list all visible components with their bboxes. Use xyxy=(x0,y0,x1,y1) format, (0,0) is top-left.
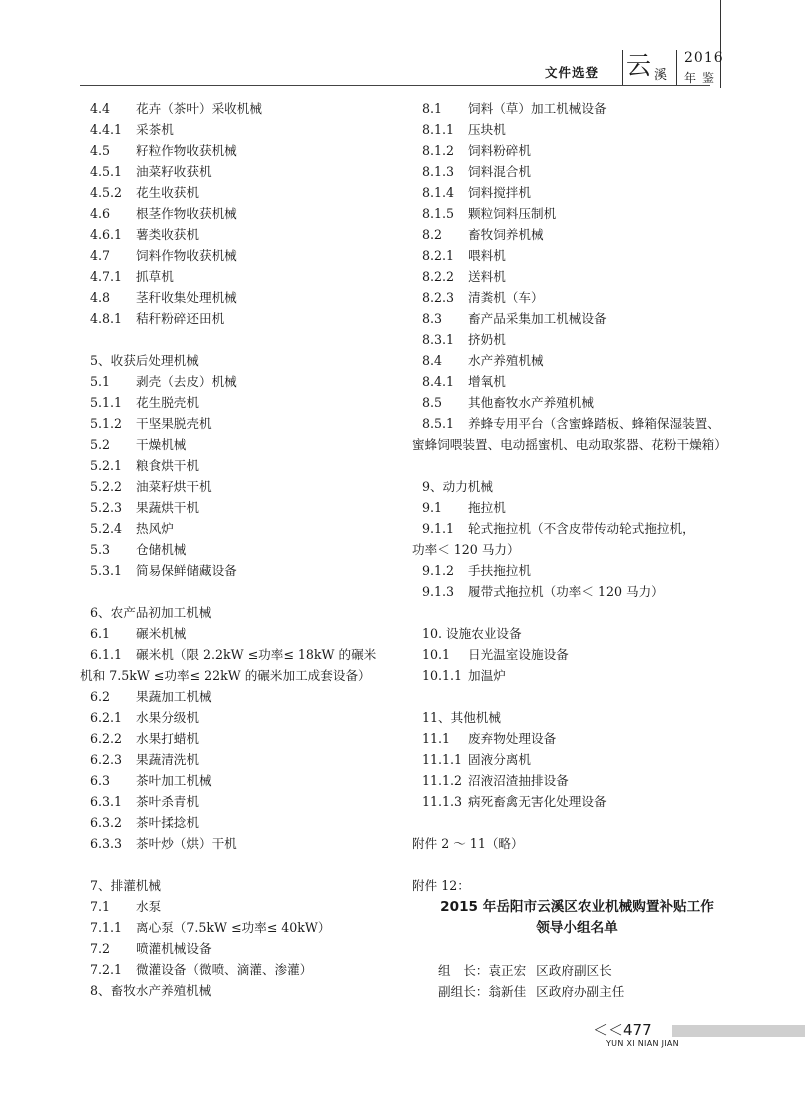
blank-line xyxy=(412,854,742,875)
list-item xyxy=(80,749,382,770)
list-item xyxy=(80,959,382,980)
item-text: 果蔬烘干机 xyxy=(136,500,199,515)
list-item xyxy=(412,287,742,308)
list-item xyxy=(80,203,382,224)
list-item xyxy=(412,308,742,329)
list-item xyxy=(80,560,382,581)
list-item xyxy=(80,455,382,476)
item-number: 4.5 xyxy=(90,143,111,158)
item-text-continued: 机和 7.5kW ≤功率≤ 22kW 的碾米加工成套设备） xyxy=(80,668,371,683)
item-text: 茶叶揉捻机 xyxy=(136,815,199,830)
member-name: 袁正宏 xyxy=(488,963,527,978)
item-text: 茶叶炒（烘）干机 xyxy=(136,836,237,851)
list-item xyxy=(80,140,382,161)
item-number: 5.2.4 xyxy=(90,521,123,536)
item-text: 干燥机械 xyxy=(136,437,187,452)
page-number: ＜＜477 xyxy=(593,1021,652,1039)
item-text: 养蜂专用平台（含蜜蜂踏板、蜂箱保湿装置、 xyxy=(468,416,720,431)
right-column xyxy=(412,98,742,1002)
item-number: 5.1.1 xyxy=(90,395,123,410)
list-item xyxy=(412,665,742,686)
item-number: 6.2 xyxy=(90,689,111,704)
list-item xyxy=(80,476,382,497)
item-text: 畜产品采集加工机械设备 xyxy=(468,311,607,326)
item-number: 7.1 xyxy=(90,899,111,914)
list-item xyxy=(412,728,742,749)
list-item xyxy=(412,371,742,392)
item-number: 8.1 xyxy=(422,101,443,116)
footer-label: YUN XI NIAN JIAN xyxy=(606,1039,679,1048)
item-text: 清粪机（车） xyxy=(468,290,544,305)
item-text: 籽粒作物收获机械 xyxy=(136,143,237,158)
item-number: 8.5 xyxy=(422,395,443,410)
item-number: 8.2 xyxy=(422,227,443,242)
list-item xyxy=(80,770,382,791)
left-column xyxy=(80,98,382,1001)
list-item xyxy=(80,119,382,140)
blank-line xyxy=(412,455,742,476)
item-number: 7.2 xyxy=(90,941,111,956)
item-text: 加温炉 xyxy=(468,668,506,683)
item-text: 花生收获机 xyxy=(136,185,199,200)
list-item xyxy=(80,791,382,812)
item-text: 简易保鲜储藏设备 xyxy=(136,563,237,578)
list-item xyxy=(412,203,742,224)
item-text: 水泵 xyxy=(136,899,162,914)
item-text: 花卉（茶叶）采收机械 xyxy=(136,101,262,116)
list-item xyxy=(80,686,382,707)
attachment-title xyxy=(412,896,742,939)
list-item xyxy=(80,497,382,518)
item-number: 4.4.1 xyxy=(90,122,123,137)
item-number: 9.1.3 xyxy=(422,584,455,599)
item-number: 8.2.1 xyxy=(422,248,455,263)
header-rule xyxy=(80,85,710,86)
item-text: 履带式拖拉机（功率＜ 120 马力） xyxy=(468,584,664,599)
item-text: 压块机 xyxy=(468,122,506,137)
item-number: 8.4.1 xyxy=(422,374,455,389)
list-item xyxy=(80,287,382,308)
section-heading: 9、动力机械 xyxy=(422,479,493,494)
item-number: 4.7.1 xyxy=(90,269,123,284)
item-text: 病死畜禽无害化处理设备 xyxy=(468,794,607,809)
section-heading: 5、收获后处理机械 xyxy=(90,353,199,368)
blank-line xyxy=(80,854,382,875)
list-item xyxy=(412,749,742,770)
item-text: 油菜籽收获机 xyxy=(136,164,212,179)
section-heading: 10. 设施农业设备 xyxy=(422,626,522,641)
item-number: 6.2.3 xyxy=(90,752,123,767)
list-item xyxy=(412,329,742,350)
list-item xyxy=(80,539,382,560)
item-text: 干坚果脱壳机 xyxy=(136,416,212,431)
list-item xyxy=(412,350,742,371)
header-vertical-rule xyxy=(720,0,721,88)
item-number: 5.3.1 xyxy=(90,563,123,578)
item-text: 送料机 xyxy=(468,269,506,284)
item-text: 水果分级机 xyxy=(136,710,199,725)
item-text: 喷灌机械设备 xyxy=(136,941,212,956)
item-number: 8.5.1 xyxy=(422,416,455,431)
item-text: 饲料搅拌机 xyxy=(468,185,531,200)
item-number: 6.2.2 xyxy=(90,731,123,746)
list-item xyxy=(412,644,742,665)
list-item xyxy=(80,161,382,182)
item-number: 4.8.1 xyxy=(90,311,123,326)
section-heading: 11、其他机械 xyxy=(422,710,501,725)
item-number: 4.8 xyxy=(90,290,111,305)
item-text: 日光温室设施设备 xyxy=(468,647,569,662)
member-post: 区政府副区长 xyxy=(536,963,612,978)
item-number: 8.1.4 xyxy=(422,185,455,200)
item-number: 11.1.3 xyxy=(422,794,463,809)
item-text: 饲料混合机 xyxy=(468,164,531,179)
item-number: 4.7 xyxy=(90,248,111,263)
header-section-title: 文件选登 xyxy=(545,65,600,80)
header-divider-rule xyxy=(622,50,623,86)
list-item xyxy=(412,161,742,182)
list-item xyxy=(412,581,742,602)
item-text: 果蔬清洗机 xyxy=(136,752,199,767)
item-text: 喂料机 xyxy=(468,248,506,263)
list-item xyxy=(80,245,382,266)
list-item xyxy=(80,812,382,833)
item-number: 8.3 xyxy=(422,311,443,326)
list-item xyxy=(80,917,382,938)
list-item xyxy=(412,119,742,140)
list-item xyxy=(80,182,382,203)
logo-char-xi: 溪 xyxy=(654,68,668,83)
attachment-title-line: 2015 年岳阳市云溪区农业机械购置补贴工作 xyxy=(440,899,714,915)
item-text: 碾米机（限 2.2kW ≤功率≤ 18kW 的碾米 xyxy=(136,647,377,662)
item-text: 粮食烘干机 xyxy=(136,458,199,473)
item-text: 畜牧饲养机械 xyxy=(468,227,544,242)
list-item xyxy=(412,98,742,119)
item-number: 8.1.5 xyxy=(422,206,455,221)
item-text: 薯类收获机 xyxy=(136,227,199,242)
item-number: 6.2.1 xyxy=(90,710,123,725)
blank-line xyxy=(412,686,742,707)
item-text: 饲料作物收获机械 xyxy=(136,248,237,263)
member-name: 翁新佳 xyxy=(488,984,527,999)
item-text: 花生脱壳机 xyxy=(136,395,199,410)
list-item xyxy=(80,434,382,455)
list-item xyxy=(412,413,742,434)
item-text: 热风炉 xyxy=(136,521,174,536)
list-item xyxy=(80,728,382,749)
item-number: 5.2 xyxy=(90,437,111,452)
item-text: 仓储机械 xyxy=(136,542,187,557)
section-heading: 6、农产品初加工机械 xyxy=(90,605,212,620)
item-number: 6.3.1 xyxy=(90,794,123,809)
item-number: 8.1.2 xyxy=(422,143,455,158)
item-number: 8.4 xyxy=(422,353,443,368)
item-text: 秸秆粉碎还田机 xyxy=(136,311,225,326)
item-number: 11.1.2 xyxy=(422,773,463,788)
blank-line xyxy=(80,329,382,350)
list-item xyxy=(80,413,382,434)
header-year: 2016 xyxy=(684,50,724,66)
item-number: 8.2.2 xyxy=(422,269,455,284)
list-item xyxy=(412,140,742,161)
list-item xyxy=(412,245,742,266)
item-text: 拖拉机 xyxy=(468,500,506,515)
item-text: 离心泵（7.5kW ≤功率≤ 40kW） xyxy=(136,920,331,935)
item-number: 6.3.2 xyxy=(90,815,123,830)
item-text: 其他畜牧水产养殖机械 xyxy=(468,395,594,410)
list-item xyxy=(80,98,382,119)
list-item xyxy=(80,308,382,329)
item-number: 8.3.1 xyxy=(422,332,455,347)
item-text: 废弃物处理设备 xyxy=(468,731,557,746)
item-number: 5.2.1 xyxy=(90,458,123,473)
list-item xyxy=(80,623,382,644)
attachment-note: 附件 12： xyxy=(412,878,470,893)
item-text: 手扶拖拉机 xyxy=(468,563,531,578)
item-number: 5.1 xyxy=(90,374,111,389)
section-heading: 7、排灌机械 xyxy=(90,878,161,893)
list-item xyxy=(412,182,742,203)
blank-line xyxy=(80,581,382,602)
item-text: 固液分离机 xyxy=(468,752,531,767)
member-role: 副组长： xyxy=(438,984,489,999)
item-number: 4.4 xyxy=(90,101,111,116)
item-number: 6.3 xyxy=(90,773,111,788)
list-item xyxy=(412,392,742,413)
item-text: 根茎作物收获机械 xyxy=(136,206,237,221)
blank-line xyxy=(412,812,742,833)
item-number: 6.3.3 xyxy=(90,836,123,851)
member-row xyxy=(412,960,742,981)
item-number: 9.1.2 xyxy=(422,563,455,578)
item-text: 茶叶杀青机 xyxy=(136,794,199,809)
item-text: 茎秆收集处理机械 xyxy=(136,290,237,305)
item-number: 11.1 xyxy=(422,731,451,746)
item-number: 7.1.1 xyxy=(90,920,123,935)
item-number: 10.1 xyxy=(422,647,451,662)
blank-line xyxy=(412,602,742,623)
item-text: 颗粒饲料压制机 xyxy=(468,206,557,221)
item-text: 挤奶机 xyxy=(468,332,506,347)
list-item xyxy=(80,392,382,413)
header-yearbook: 年鉴 xyxy=(684,71,721,85)
list-item xyxy=(412,224,742,245)
item-number: 4.5.1 xyxy=(90,164,123,179)
list-item xyxy=(412,266,742,287)
item-text: 轮式拖拉机（不含皮带传动轮式拖拉机， xyxy=(468,521,695,536)
item-number: 9.1 xyxy=(422,500,443,515)
item-number: 8.2.3 xyxy=(422,290,455,305)
item-number: 4.6.1 xyxy=(90,227,123,242)
list-item xyxy=(412,560,742,581)
item-number: 10.1.1 xyxy=(422,668,463,683)
item-number: 7.2.1 xyxy=(90,962,123,977)
item-text: 碾米机械 xyxy=(136,626,187,641)
item-text: 剥壳（去皮）机械 xyxy=(136,374,237,389)
logo-char-yun: 云 xyxy=(626,51,652,80)
list-item xyxy=(80,224,382,245)
yearbook-logo xyxy=(624,50,672,84)
item-number: 5.3 xyxy=(90,542,111,557)
attachment-note: 附件 2 ～ 11（略） xyxy=(412,836,524,851)
blank-line xyxy=(412,939,742,960)
member-post: 区政府办副主任 xyxy=(536,984,625,999)
list-item xyxy=(80,833,382,854)
item-text: 饲料（草）加工机械设备 xyxy=(468,101,607,116)
item-number: 6.1.1 xyxy=(90,647,123,662)
item-text: 水产养殖机械 xyxy=(468,353,544,368)
footer-bar xyxy=(672,1025,805,1037)
item-text: 沼液沼渣抽排设备 xyxy=(468,773,569,788)
list-item xyxy=(80,896,382,917)
list-item xyxy=(412,770,742,791)
item-number: 4.6 xyxy=(90,206,111,221)
item-text: 水果打蜡机 xyxy=(136,731,199,746)
item-text-continued: 功率＜ 120 马力） xyxy=(412,542,520,557)
item-text: 茶叶加工机械 xyxy=(136,773,212,788)
item-number: 4.5.2 xyxy=(90,185,123,200)
list-item xyxy=(80,707,382,728)
item-number: 5.2.2 xyxy=(90,479,123,494)
item-text: 果蔬加工机械 xyxy=(136,689,212,704)
item-text: 增氧机 xyxy=(468,374,506,389)
item-number: 8.1.3 xyxy=(422,164,455,179)
list-item xyxy=(80,938,382,959)
list-item xyxy=(80,371,382,392)
item-number: 5.1.2 xyxy=(90,416,123,431)
list-item xyxy=(412,518,742,539)
list-item xyxy=(80,266,382,287)
item-number: 11.1.1 xyxy=(422,752,463,767)
item-text: 油菜籽烘干机 xyxy=(136,479,212,494)
list-item xyxy=(412,497,742,518)
item-text: 饲料粉碎机 xyxy=(468,143,531,158)
header-divider-rule xyxy=(676,50,677,86)
item-number: 8.1.1 xyxy=(422,122,455,137)
item-text-continued: 蜜蜂饲喂装置、电动摇蜜机、电动取浆器、花粉干燥箱） xyxy=(412,437,727,452)
member-role: 组 长： xyxy=(438,963,489,978)
item-text: 抓草机 xyxy=(136,269,174,284)
item-text: 微灌设备（微喷、滴灌、渗灌） xyxy=(136,962,313,977)
item-number: 6.1 xyxy=(90,626,111,641)
list-item xyxy=(80,644,382,665)
section-heading: 8、畜牧水产养殖机械 xyxy=(90,983,212,998)
item-number: 9.1.1 xyxy=(422,521,455,536)
member-row xyxy=(412,981,742,1002)
list-item xyxy=(80,518,382,539)
item-number: 5.2.3 xyxy=(90,500,123,515)
attachment-title-line: 领导小组名单 xyxy=(536,920,618,936)
list-item xyxy=(412,791,742,812)
item-text: 采茶机 xyxy=(136,122,174,137)
